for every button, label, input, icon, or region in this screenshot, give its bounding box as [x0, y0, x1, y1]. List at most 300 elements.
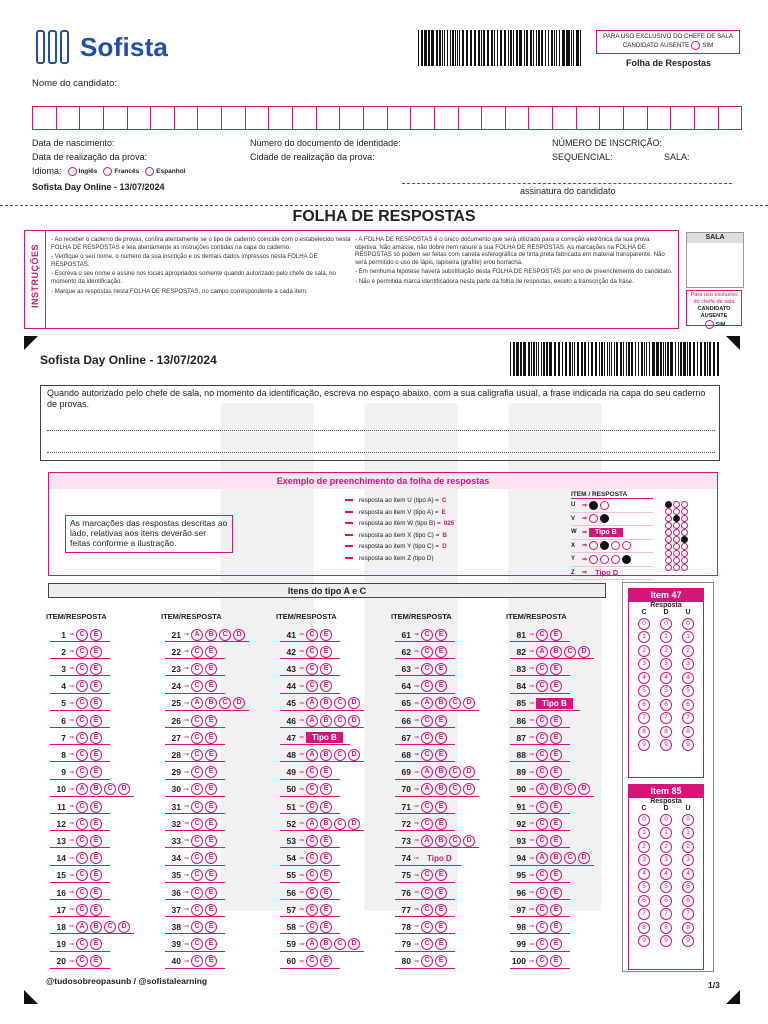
- bubble-e[interactable]: E: [435, 629, 447, 641]
- bubble-c[interactable]: C: [191, 680, 203, 692]
- bubble-c[interactable]: C: [421, 801, 433, 813]
- name-char-box[interactable]: [506, 107, 530, 129]
- bubble-e[interactable]: E: [550, 921, 562, 933]
- bubble-d[interactable]: D: [348, 715, 360, 727]
- digit-bubble[interactable]: 4: [660, 868, 672, 880]
- bubble-e[interactable]: E: [435, 680, 447, 692]
- digit-bubble[interactable]: 8: [660, 726, 672, 738]
- bubble-e[interactable]: E: [205, 835, 217, 847]
- name-char-box[interactable]: [104, 107, 128, 129]
- bubble-c[interactable]: C: [306, 921, 318, 933]
- bubble-c[interactable]: C: [536, 938, 548, 950]
- bubble-c[interactable]: C: [191, 852, 203, 864]
- bubble-c[interactable]: C: [76, 869, 88, 881]
- digit-bubble[interactable]: 2: [660, 841, 672, 853]
- bubble-c[interactable]: C: [334, 697, 346, 709]
- digit-bubble[interactable]: 2: [682, 645, 694, 657]
- bubble-c[interactable]: C: [76, 955, 88, 967]
- bubble-c[interactable]: C: [306, 955, 318, 967]
- bubble-c[interactable]: C: [191, 801, 203, 813]
- bubble-e[interactable]: E: [550, 766, 562, 778]
- bubble-d[interactable]: D: [463, 783, 475, 795]
- bubble-c[interactable]: C: [191, 955, 203, 967]
- bubble-c[interactable]: C: [306, 680, 318, 692]
- bubble-c[interactable]: C: [421, 818, 433, 830]
- bubble-a[interactable]: A: [306, 749, 318, 761]
- digit-bubble[interactable]: 3: [638, 854, 650, 866]
- bubble-c[interactable]: C: [191, 904, 203, 916]
- bubble-c[interactable]: C: [191, 783, 203, 795]
- bubble-b[interactable]: B: [205, 697, 217, 709]
- bubble-a[interactable]: A: [421, 697, 433, 709]
- digit-bubble[interactable]: 6: [682, 699, 694, 711]
- digit-bubble[interactable]: 3: [682, 854, 694, 866]
- bubble-e[interactable]: E: [205, 887, 217, 899]
- name-char-box[interactable]: [435, 107, 459, 129]
- name-char-box[interactable]: [648, 107, 672, 129]
- digit-bubble[interactable]: 6: [638, 699, 650, 711]
- name-char-box[interactable]: [198, 107, 222, 129]
- bubble-e[interactable]: E: [550, 629, 562, 641]
- bubble-e[interactable]: E: [90, 732, 102, 744]
- name-char-box[interactable]: [80, 107, 104, 129]
- bubble-c[interactable]: C: [76, 629, 88, 641]
- digit-bubble[interactable]: 9: [638, 739, 650, 751]
- bubble-c[interactable]: C: [76, 663, 88, 675]
- digit-bubble[interactable]: 8: [660, 922, 672, 934]
- bubble-c[interactable]: C: [219, 697, 231, 709]
- bubble-e[interactable]: E: [550, 715, 562, 727]
- bubble-c[interactable]: C: [306, 766, 318, 778]
- bubble-c[interactable]: C: [306, 904, 318, 916]
- bubble-c[interactable]: C: [76, 715, 88, 727]
- language-radio-fr[interactable]: [103, 167, 112, 176]
- bubble-b[interactable]: B: [320, 697, 332, 709]
- bubble-a[interactable]: A: [306, 697, 318, 709]
- digit-bubble[interactable]: 6: [660, 895, 672, 907]
- bubble-c[interactable]: C: [564, 852, 576, 864]
- bubble-e[interactable]: E: [205, 732, 217, 744]
- bubble-c[interactable]: C: [536, 663, 548, 675]
- name-char-box[interactable]: [364, 107, 388, 129]
- bubble-c[interactable]: C: [191, 921, 203, 933]
- digit-bubble[interactable]: 8: [638, 922, 650, 934]
- bubble-d[interactable]: D: [463, 766, 475, 778]
- bubble-e[interactable]: E: [435, 801, 447, 813]
- bubble-c[interactable]: C: [306, 663, 318, 675]
- bubble-e[interactable]: E: [90, 869, 102, 881]
- bubble-b[interactable]: B: [550, 646, 562, 658]
- digit-bubble[interactable]: 0: [660, 814, 672, 826]
- bubble-e[interactable]: E: [205, 938, 217, 950]
- digit-bubble[interactable]: 2: [638, 645, 650, 657]
- bubble-e[interactable]: E: [90, 835, 102, 847]
- digit-bubble[interactable]: 9: [638, 935, 650, 947]
- bubble-e[interactable]: E: [90, 749, 102, 761]
- digit-bubble[interactable]: 7: [638, 712, 650, 724]
- bubble-a[interactable]: A: [421, 835, 433, 847]
- bubble-e[interactable]: E: [205, 663, 217, 675]
- bubble-e[interactable]: E: [435, 646, 447, 658]
- digit-bubble[interactable]: 1: [682, 631, 694, 643]
- digit-bubble[interactable]: 4: [638, 672, 650, 684]
- bubble-d[interactable]: D: [463, 835, 475, 847]
- bubble-c[interactable]: C: [104, 921, 116, 933]
- bubble-e[interactable]: E: [205, 852, 217, 864]
- bubble-a[interactable]: A: [421, 766, 433, 778]
- bubble-c[interactable]: C: [306, 646, 318, 658]
- bubble-e[interactable]: E: [90, 697, 102, 709]
- bubble-b[interactable]: B: [320, 818, 332, 830]
- digit-bubble[interactable]: 7: [660, 712, 672, 724]
- bubble-e[interactable]: E: [90, 680, 102, 692]
- digit-bubble[interactable]: 0: [682, 814, 694, 826]
- bubble-c[interactable]: C: [449, 766, 461, 778]
- bubble-e[interactable]: E: [435, 663, 447, 675]
- bubble-c[interactable]: C: [421, 663, 433, 675]
- digit-bubble[interactable]: 5: [682, 685, 694, 697]
- bubble-c[interactable]: C: [536, 818, 548, 830]
- bubble-c[interactable]: C: [306, 801, 318, 813]
- bubble-c[interactable]: C: [306, 629, 318, 641]
- name-char-box[interactable]: [411, 107, 435, 129]
- bubble-c[interactable]: C: [536, 629, 548, 641]
- bubble-c[interactable]: C: [306, 852, 318, 864]
- digit-bubble[interactable]: 5: [660, 881, 672, 893]
- digit-bubble[interactable]: 7: [638, 908, 650, 920]
- bubble-d[interactable]: D: [348, 697, 360, 709]
- bubble-e[interactable]: E: [320, 869, 332, 881]
- digit-bubble[interactable]: 4: [638, 868, 650, 880]
- bubble-e[interactable]: E: [90, 904, 102, 916]
- digit-bubble[interactable]: 4: [682, 672, 694, 684]
- bubble-e[interactable]: E: [320, 783, 332, 795]
- bubble-c[interactable]: C: [76, 904, 88, 916]
- bubble-c[interactable]: C: [306, 783, 318, 795]
- bubble-e[interactable]: E: [550, 955, 562, 967]
- bubble-e[interactable]: E: [205, 783, 217, 795]
- bubble-b[interactable]: B: [435, 783, 447, 795]
- bubble-e[interactable]: E: [435, 955, 447, 967]
- bubble-b[interactable]: B: [205, 629, 217, 641]
- bubble-c[interactable]: C: [76, 852, 88, 864]
- bubble-a[interactable]: A: [536, 783, 548, 795]
- bubble-c[interactable]: C: [536, 749, 548, 761]
- bubble-e[interactable]: E: [435, 715, 447, 727]
- bubble-c[interactable]: C: [191, 715, 203, 727]
- digit-bubble[interactable]: 4: [660, 672, 672, 684]
- name-char-box[interactable]: [57, 107, 81, 129]
- bubble-b[interactable]: B: [320, 749, 332, 761]
- bubble-c[interactable]: C: [104, 783, 116, 795]
- digit-bubble[interactable]: 7: [682, 712, 694, 724]
- bubble-e[interactable]: E: [435, 887, 447, 899]
- bubble-d[interactable]: D: [578, 646, 590, 658]
- bubble-c[interactable]: C: [536, 955, 548, 967]
- bubble-d[interactable]: D: [463, 697, 475, 709]
- bubble-c[interactable]: C: [334, 818, 346, 830]
- bubble-e[interactable]: E: [320, 663, 332, 675]
- bubble-b[interactable]: B: [90, 783, 102, 795]
- bubble-e[interactable]: E: [550, 801, 562, 813]
- name-char-box[interactable]: [577, 107, 601, 129]
- bubble-e[interactable]: E: [205, 749, 217, 761]
- bubble-c[interactable]: C: [191, 766, 203, 778]
- bubble-a[interactable]: A: [306, 818, 318, 830]
- bubble-c[interactable]: C: [334, 715, 346, 727]
- bubble-e[interactable]: E: [205, 646, 217, 658]
- bubble-c[interactable]: C: [564, 646, 576, 658]
- bubble-e[interactable]: E: [320, 921, 332, 933]
- bubble-e[interactable]: E: [435, 749, 447, 761]
- bubble-e[interactable]: E: [90, 715, 102, 727]
- absent-radio[interactable]: [691, 41, 700, 50]
- bubble-e[interactable]: E: [550, 663, 562, 675]
- name-char-box[interactable]: [175, 107, 199, 129]
- digit-bubble[interactable]: 7: [682, 908, 694, 920]
- bubble-e[interactable]: E: [205, 921, 217, 933]
- name-char-box[interactable]: [269, 107, 293, 129]
- bubble-e[interactable]: E: [320, 646, 332, 658]
- bubble-e[interactable]: E: [435, 904, 447, 916]
- bubble-e[interactable]: E: [320, 835, 332, 847]
- bubble-c[interactable]: C: [536, 869, 548, 881]
- digit-bubble[interactable]: 8: [638, 726, 650, 738]
- bubble-e[interactable]: E: [550, 732, 562, 744]
- signature-line[interactable]: [402, 183, 732, 184]
- name-char-box[interactable]: [719, 107, 742, 129]
- bubble-c[interactable]: C: [76, 697, 88, 709]
- bubble-e[interactable]: E: [90, 938, 102, 950]
- bubble-b[interactable]: B: [550, 852, 562, 864]
- bubble-c[interactable]: C: [76, 938, 88, 950]
- bubble-c[interactable]: C: [191, 887, 203, 899]
- bubble-c[interactable]: C: [536, 835, 548, 847]
- bubble-c[interactable]: C: [449, 835, 461, 847]
- bubble-a[interactable]: A: [76, 783, 88, 795]
- bubble-d[interactable]: D: [348, 938, 360, 950]
- bubble-a[interactable]: A: [421, 783, 433, 795]
- bubble-c[interactable]: C: [306, 887, 318, 899]
- bubble-d[interactable]: D: [348, 818, 360, 830]
- bubble-c[interactable]: C: [306, 835, 318, 847]
- bubble-a[interactable]: A: [306, 715, 318, 727]
- name-char-box[interactable]: [33, 107, 57, 129]
- bubble-e[interactable]: E: [90, 955, 102, 967]
- digit-bubble[interactable]: 1: [660, 827, 672, 839]
- bubble-a[interactable]: A: [191, 697, 203, 709]
- bubble-c[interactable]: C: [76, 646, 88, 658]
- digit-bubble[interactable]: 7: [660, 908, 672, 920]
- bubble-c[interactable]: C: [536, 921, 548, 933]
- digit-bubble[interactable]: 4: [682, 868, 694, 880]
- bubble-e[interactable]: E: [435, 818, 447, 830]
- bubble-e[interactable]: E: [550, 835, 562, 847]
- bubble-c[interactable]: C: [334, 938, 346, 950]
- bubble-b[interactable]: B: [90, 921, 102, 933]
- digit-bubble[interactable]: 3: [682, 658, 694, 670]
- bubble-c[interactable]: C: [191, 732, 203, 744]
- bubble-c[interactable]: C: [536, 887, 548, 899]
- bubble-c[interactable]: C: [76, 818, 88, 830]
- bubble-e[interactable]: E: [205, 955, 217, 967]
- digit-bubble[interactable]: 1: [660, 631, 672, 643]
- digit-bubble[interactable]: 3: [660, 854, 672, 866]
- bubble-e[interactable]: E: [435, 732, 447, 744]
- bubble-e[interactable]: E: [90, 766, 102, 778]
- bubble-c[interactable]: C: [334, 749, 346, 761]
- bubble-c[interactable]: C: [536, 715, 548, 727]
- bubble-c[interactable]: C: [306, 869, 318, 881]
- bubble-d[interactable]: D: [578, 852, 590, 864]
- bubble-e[interactable]: E: [320, 801, 332, 813]
- name-char-box[interactable]: [246, 107, 270, 129]
- bubble-a[interactable]: A: [536, 646, 548, 658]
- name-boxes[interactable]: [32, 106, 742, 130]
- bubble-e[interactable]: E: [550, 818, 562, 830]
- bubble-c[interactable]: C: [421, 680, 433, 692]
- bubble-e[interactable]: E: [320, 955, 332, 967]
- bubble-c[interactable]: C: [219, 629, 231, 641]
- digit-bubble[interactable]: 2: [660, 645, 672, 657]
- bubble-c[interactable]: C: [76, 835, 88, 847]
- bubble-c[interactable]: C: [421, 869, 433, 881]
- bubble-e[interactable]: E: [90, 887, 102, 899]
- bubble-e[interactable]: E: [550, 904, 562, 916]
- bubble-e[interactable]: E: [205, 818, 217, 830]
- bubble-d[interactable]: D: [233, 629, 245, 641]
- bubble-c[interactable]: C: [536, 801, 548, 813]
- bubble-c[interactable]: C: [191, 749, 203, 761]
- bubble-a[interactable]: A: [76, 921, 88, 933]
- name-char-box[interactable]: [293, 107, 317, 129]
- digit-bubble[interactable]: 3: [638, 658, 650, 670]
- bubble-c[interactable]: C: [536, 904, 548, 916]
- digit-bubble[interactable]: 6: [638, 895, 650, 907]
- bubble-e[interactable]: E: [435, 921, 447, 933]
- bubble-e[interactable]: E: [550, 869, 562, 881]
- name-char-box[interactable]: [340, 107, 364, 129]
- bubble-c[interactable]: C: [191, 835, 203, 847]
- bubble-c[interactable]: C: [421, 715, 433, 727]
- language-radio-es[interactable]: [145, 167, 154, 176]
- digit-bubble[interactable]: 2: [682, 841, 694, 853]
- digit-bubble[interactable]: 9: [682, 739, 694, 751]
- bubble-c[interactable]: C: [421, 938, 433, 950]
- bubble-e[interactable]: E: [435, 938, 447, 950]
- name-char-box[interactable]: [624, 107, 648, 129]
- digit-bubble[interactable]: 0: [638, 814, 650, 826]
- bubble-c[interactable]: C: [76, 766, 88, 778]
- bubble-e[interactable]: E: [320, 852, 332, 864]
- bubble-c[interactable]: C: [76, 749, 88, 761]
- bubble-b[interactable]: B: [435, 766, 447, 778]
- bubble-c[interactable]: C: [76, 887, 88, 899]
- digit-bubble[interactable]: 8: [682, 922, 694, 934]
- bubble-e[interactable]: E: [205, 766, 217, 778]
- bubble-c[interactable]: C: [191, 818, 203, 830]
- digit-bubble[interactable]: 2: [638, 841, 650, 853]
- bubble-e[interactable]: E: [90, 629, 102, 641]
- bubble-d[interactable]: D: [118, 921, 130, 933]
- bubble-a[interactable]: A: [191, 629, 203, 641]
- bubble-c[interactable]: C: [449, 697, 461, 709]
- bubble-e[interactable]: E: [550, 749, 562, 761]
- digit-bubble[interactable]: 6: [660, 699, 672, 711]
- bubble-c[interactable]: C: [421, 921, 433, 933]
- bubble-e[interactable]: E: [435, 869, 447, 881]
- name-char-box[interactable]: [222, 107, 246, 129]
- bubble-c[interactable]: C: [536, 680, 548, 692]
- name-char-box[interactable]: [671, 107, 695, 129]
- language-radio-en[interactable]: [68, 167, 77, 176]
- bubble-a[interactable]: A: [536, 852, 548, 864]
- bubble-e[interactable]: E: [320, 629, 332, 641]
- name-char-box[interactable]: [128, 107, 152, 129]
- name-char-box[interactable]: [600, 107, 624, 129]
- bubble-e[interactable]: E: [90, 663, 102, 675]
- bubble-e[interactable]: E: [205, 801, 217, 813]
- name-char-box[interactable]: [695, 107, 719, 129]
- bubble-c[interactable]: C: [76, 680, 88, 692]
- bubble-c[interactable]: C: [191, 646, 203, 658]
- bubble-e[interactable]: E: [205, 869, 217, 881]
- bubble-e[interactable]: E: [205, 680, 217, 692]
- name-char-box[interactable]: [553, 107, 577, 129]
- name-char-box[interactable]: [317, 107, 341, 129]
- bubble-d[interactable]: D: [233, 697, 245, 709]
- bubble-c[interactable]: C: [191, 869, 203, 881]
- bubble-c[interactable]: C: [449, 783, 461, 795]
- bubble-e[interactable]: E: [90, 818, 102, 830]
- name-char-box[interactable]: [482, 107, 506, 129]
- bubble-d[interactable]: D: [118, 783, 130, 795]
- bubble-c[interactable]: C: [421, 955, 433, 967]
- bubble-e[interactable]: E: [205, 904, 217, 916]
- bubble-e[interactable]: E: [90, 646, 102, 658]
- digit-bubble[interactable]: 5: [638, 685, 650, 697]
- bubble-b[interactable]: B: [550, 783, 562, 795]
- bubble-c[interactable]: C: [421, 904, 433, 916]
- digit-bubble[interactable]: 3: [660, 658, 672, 670]
- digit-bubble[interactable]: 6: [682, 895, 694, 907]
- bubble-e[interactable]: E: [205, 715, 217, 727]
- bubble-c[interactable]: C: [76, 801, 88, 813]
- bubble-d[interactable]: D: [578, 783, 590, 795]
- bubble-c[interactable]: C: [421, 646, 433, 658]
- bubble-c[interactable]: C: [536, 766, 548, 778]
- digit-bubble[interactable]: 5: [682, 881, 694, 893]
- bubble-c[interactable]: C: [191, 663, 203, 675]
- digit-bubble[interactable]: 0: [660, 618, 672, 630]
- bubble-d[interactable]: D: [348, 749, 360, 761]
- bubble-e[interactable]: E: [550, 680, 562, 692]
- bubble-c[interactable]: C: [421, 629, 433, 641]
- digit-bubble[interactable]: 1: [638, 827, 650, 839]
- bubble-c[interactable]: C: [421, 732, 433, 744]
- bubble-b[interactable]: B: [435, 835, 447, 847]
- bubble-c[interactable]: C: [421, 749, 433, 761]
- bubble-e[interactable]: E: [550, 887, 562, 899]
- bubble-b[interactable]: B: [320, 715, 332, 727]
- bubble-c[interactable]: C: [536, 732, 548, 744]
- bubble-b[interactable]: B: [435, 697, 447, 709]
- bubble-e[interactable]: E: [320, 680, 332, 692]
- bubble-e[interactable]: E: [320, 904, 332, 916]
- absent-radio-small[interactable]: [705, 320, 714, 329]
- digit-bubble[interactable]: 5: [660, 685, 672, 697]
- digit-bubble[interactable]: 5: [638, 881, 650, 893]
